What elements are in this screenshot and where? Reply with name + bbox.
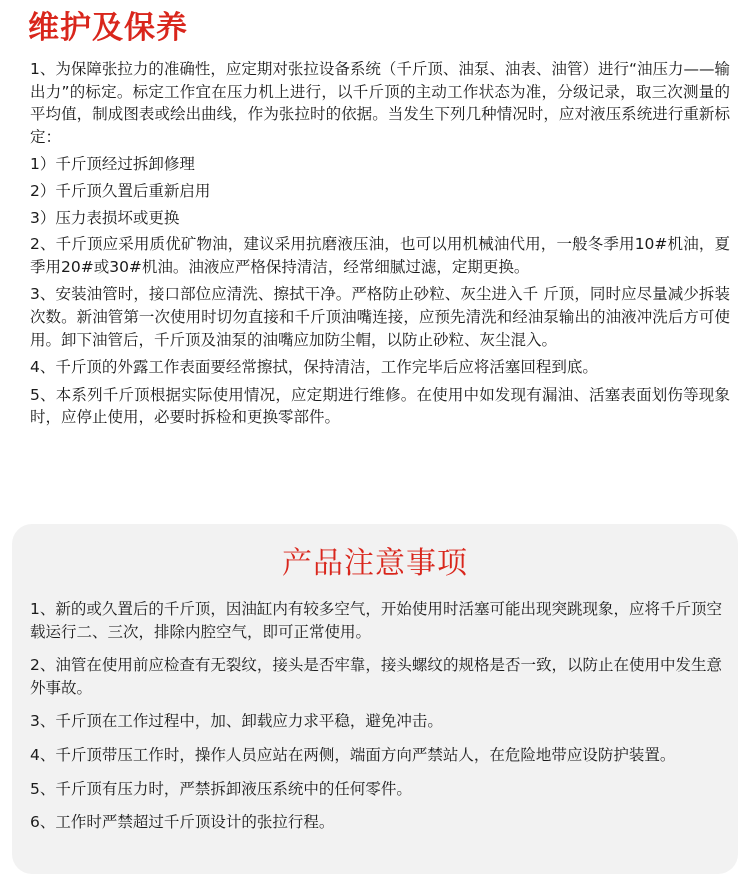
notice-item: 6、工作时严禁超过千斤顶设计的张拉行程。 [30, 813, 335, 832]
maintenance-body [30, 58, 730, 434]
maintenance-condition-3: 3）压力表损坏或更换 [30, 208, 180, 227]
notice-item: 2、油管在使用前应检查有无裂纹，接头是否牢靠，接头螺纹的规格是否一致，以防止在使用中发生意外事故。 [30, 656, 722, 697]
notice-item: 5、千斤顶有压力时，严禁拆卸液压系统中的任何零件。 [30, 779, 412, 798]
notice-item: 3、千斤顶在工作过程中，加、卸载应力求平稳，避免冲击。 [30, 712, 443, 731]
maintenance-paragraph-5: 5、本系列千斤顶根据实际使用情况，应定期进行维修。在使用中如发现有漏油、活塞表面划伤等现象时，应停止使用，必要时拆检和更换零部件。 [30, 385, 730, 427]
maintenance-condition-1: 1）千斤顶经过拆卸修理 [30, 155, 195, 174]
maintenance-condition-2: 2）千斤顶久置后重新启用 [30, 181, 211, 200]
maintenance-paragraph-3: 3、安装油管时，接口部位应清洗、擦拭干净。严格防止砂粒、灰尘进入千 斤顶，同时应尽量减少拆装次数。新油管第一次使用时切勿直接和千斤顶油嘴连接，应预先清洗和经油泵输出的油液冲洗后方可使用。卸下油管后，千斤顶及油泵的油嘴应加防尘帽，以防止砂粒、灰尘混入。 [30, 285, 730, 349]
maintenance-paragraph-1: 1、为保障张拉力的准确性，应定期对张拉设备系统（千斤顶、油泵、油表、油管）进行“油压力——输出力”的标定。标定工作宜在压力机上进行，以千斤顶的主动工作状态为准，分级记录，取三次测量的平均值，制成图表或绘出曲线，作为张拉时的依据。当发生下列几种情况时，应对液压系统进行重新标定： [30, 60, 730, 146]
notice-item: 4、千斤顶带压工作时，操作人员应站在两侧，端面方向严禁站人，在危险地带应设防护装置。 [30, 745, 676, 764]
notice-body [30, 598, 722, 845]
notice-item: 1、新的或久置后的千斤顶，因油缸内有较多空气，开始使用时活塞可能出现突跳现象，应将千斤顶空载运行二、三次，排除内腔空气，即可正常使用。 [30, 600, 722, 641]
notice-panel [12, 524, 738, 874]
maintenance-paragraph-4: 4、千斤顶的外露工作表面要经常擦拭，保持清洁，工作完毕后应将活塞回程到底。 [30, 358, 598, 377]
maintenance-paragraph-2: 2、千斤顶应采用质优矿物油，建议采用抗磨液压油，也可以用机械油代用，一般冬季用10#机油，夏季用20#或30#机油。油液应严格保持清洁，经常细腻过滤，定期更换。 [30, 235, 730, 276]
maintenance-title: 维护及保养 [28, 10, 188, 46]
notice-title: 产品注意事项 [282, 546, 468, 581]
